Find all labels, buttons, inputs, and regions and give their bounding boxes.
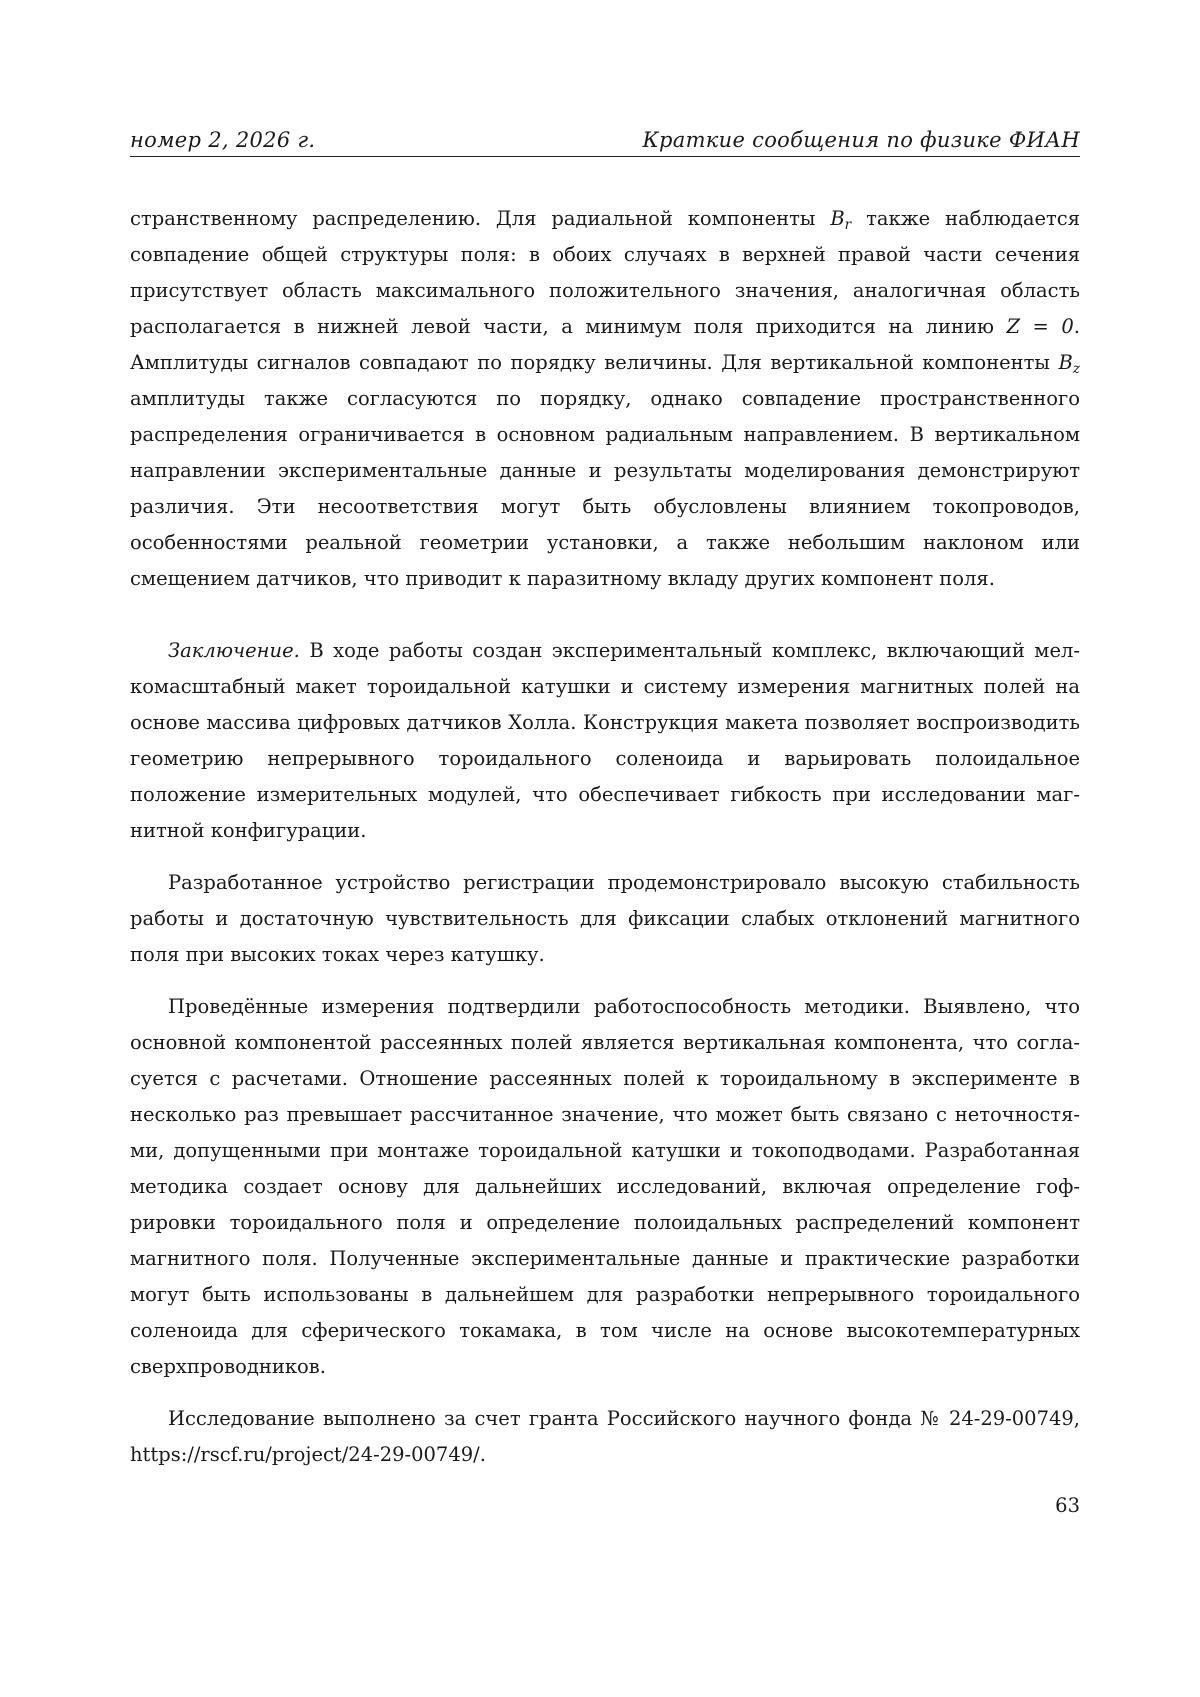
paragraph-measurements: Проведённые измерения подтвердили работоспособность методики. Выявлено, что основной компонентой рассеянных полей является вертикальная компонента, что согласуется с расчетами. Отношение рассеянных полей к тороидальному в эксперименте в несколько раз превышает рассчитанное значение, что может быть связано с неточностями, допущенными при монтаже тороидальной катушки и токоподводами. Разработанная методика создает основу для дальнейших исследований, включая определение гофрировки тороидального поля и определение полоидальных распределений компонент магнитного поля. Полученные экспериментальные данные и практические разработки могут быть использованы в дальнейшем для разработки непрерывного тороидального соленоида для сферического токамака, в том числе на основе высокотемпературных сверхпроводников. xyxy=(130,995,1080,1378)
paragraph-acknowledgement: Исследование выполнено за счет гранта Российского научного фонда № 24-29-00749, https://rscf.ru/project/24-29-00749/. xyxy=(130,1407,1080,1466)
math-bz xyxy=(1058,351,1080,378)
math-symbol: B xyxy=(830,207,845,230)
header-journal-title: Краткие сообщения по физике ФИАН xyxy=(642,128,1080,152)
paragraph-text: . Амплитуды сигналов совпадают по порядку величины. Для вертикальной компоненты xyxy=(130,315,1080,374)
page-number: 63 xyxy=(1055,1494,1080,1517)
paragraph-text: В ходе работы создан экспериментальный комплекс, включающий мелкомасштабный макет тороидальной катушки и систему измерения магнитных полей на основе массива цифровых датчиков Холла. Конструкция макета позволяет воспроизводить геометрию непрерывного тороидального соленоида и варьировать полоидальное положение измерительных модулей, что обеспечивает гибкость при исследовании магнитной конфигурации. xyxy=(130,639,1080,842)
paragraph-device: Разработанное устройство регистрации продемонстрировало высокую стабильность работы и достаточную чувствительность для фиксации слабых отклонений магнитного поля при высоких токах через катушку. xyxy=(130,871,1080,966)
header-issue: номер 2, 2026 г. xyxy=(130,128,316,152)
paragraph-text: амплитуды также согласуются по порядку, однако совпадение пространственного распределения ограничивается в основном радиальным направлением. В вертикальном направлении экспериментальные данные и результаты моделирования демонстрируют различия. Эти несоответствия могут быть обусловлены влиянием токопроводов, особенностями реальной геометрии установки, а также небольшим наклоном или смещением датчиков, что приводит к паразитному вкладу других компонент поля. xyxy=(130,387,1080,590)
paragraph-continuation xyxy=(130,201,1080,597)
math-subscript: z xyxy=(1072,361,1080,378)
paragraph-text: странственному распределению. Для радиальной компоненты xyxy=(130,207,831,230)
section-run-in-heading: Заключение. xyxy=(168,639,300,662)
math-equation: Z = 0 xyxy=(1006,315,1074,338)
article-body xyxy=(130,201,1080,1473)
math-br xyxy=(830,207,852,234)
running-head xyxy=(130,128,1080,157)
paragraph-conclusion xyxy=(130,633,1080,849)
page xyxy=(130,128,1080,1588)
math-symbol: B xyxy=(1058,351,1073,374)
math-subscript: r xyxy=(844,217,852,234)
paragraph-text: также наблюдается совпадение общей структуры поля: в обоих случаях в верхней правой части сечения присутствует область максимального положительного значения, аналогичная область располагается в нижней левой части, а минимум поля приходится на линию xyxy=(130,207,1081,338)
